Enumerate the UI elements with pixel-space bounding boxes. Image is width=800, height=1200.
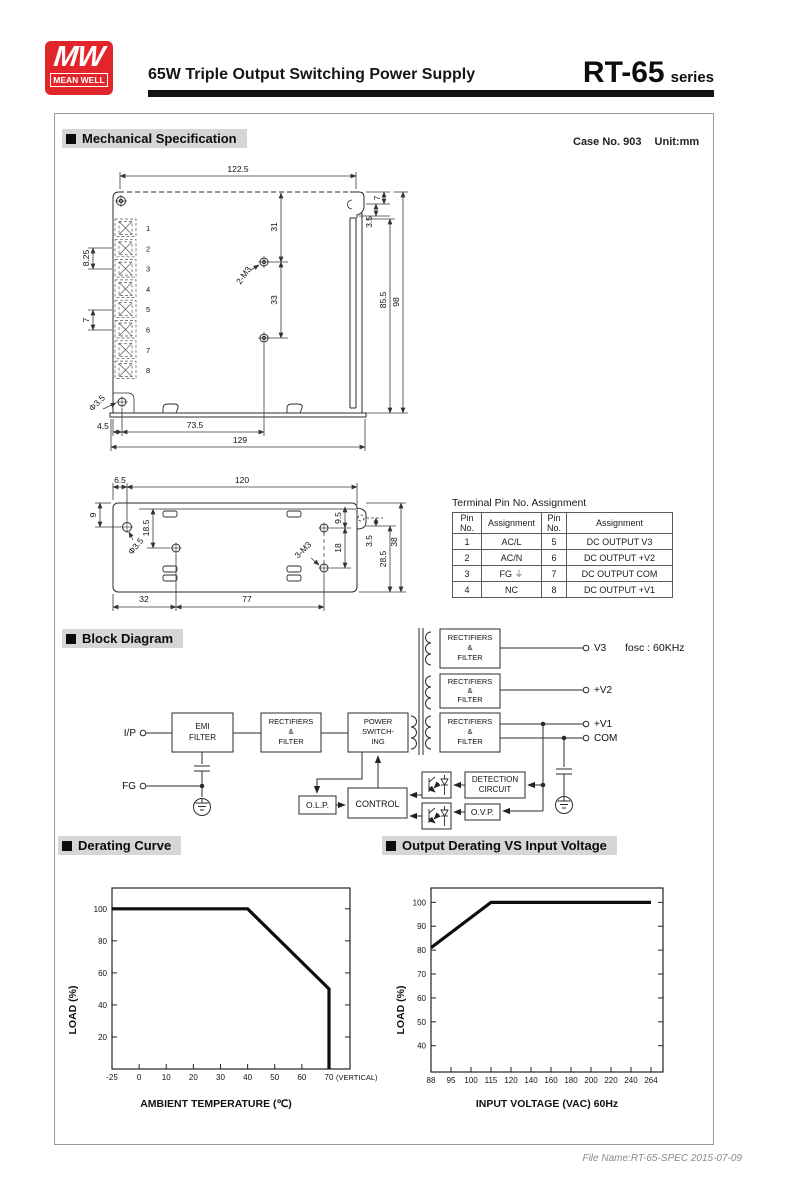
block-label: FILTER <box>278 737 304 746</box>
dim-label: 122.5 <box>227 164 249 174</box>
table-cell: 4 <box>453 582 482 598</box>
table-row <box>453 534 673 550</box>
x-tick-label: 140 <box>524 1076 538 1085</box>
logo-mw-text: MW <box>52 41 106 73</box>
dim-label: 3-M3 <box>292 539 314 561</box>
output-label: +V2 <box>594 685 613 696</box>
dim-label: 32 <box>139 594 149 604</box>
x-tick-label: 10 <box>161 1073 171 1082</box>
block-label: FILTER <box>457 653 483 662</box>
plot-area <box>431 888 663 1072</box>
x-tick-label: 180 <box>564 1076 578 1085</box>
x-tick-label: 200 <box>584 1076 598 1085</box>
table-cell: NC <box>482 582 542 598</box>
block-label: & <box>467 643 473 652</box>
x-tick-label: 40 <box>243 1073 253 1082</box>
table-row <box>453 566 673 582</box>
x-tick-label: 264 <box>644 1076 658 1085</box>
dim-label: Φ3.5 <box>86 392 107 413</box>
output-label: COM <box>594 733 618 744</box>
series-name: RT-65 <box>582 56 665 89</box>
x-tick-label: 70 <box>324 1073 334 1082</box>
column-header: Assignment <box>482 513 542 534</box>
block-label: & <box>467 686 473 695</box>
block-label: FILTER <box>189 733 216 742</box>
pin-table-body <box>453 534 673 598</box>
table-cell: DC OUTPUT +V1 <box>567 582 673 598</box>
block-label: DETECTION <box>471 775 519 784</box>
table-cell: DC OUTPUT V3 <box>567 534 673 550</box>
x-tick-label: 120 <box>504 1076 518 1085</box>
block-label: & <box>467 727 473 736</box>
terminal-number: 6 <box>146 325 151 335</box>
section-bullet-icon <box>66 634 76 644</box>
dim-label: 9.5 <box>333 512 343 524</box>
dim-label: 6.5 <box>114 475 126 485</box>
dim-label: 2-M3 <box>233 264 254 287</box>
block-label: RECTIFIERS <box>447 677 493 686</box>
block-label: SWITCH- <box>361 727 395 736</box>
block-label: O.L.P. <box>306 800 329 810</box>
block-label: FILTER <box>457 695 483 704</box>
mounting-holes <box>115 195 270 408</box>
section-label: Output Derating VS Input Voltage <box>402 838 607 853</box>
block-label: FILTER <box>457 737 483 746</box>
dim-label: Φ3.5 <box>125 535 146 557</box>
x-tick-label: 115 <box>484 1076 498 1085</box>
y-tick-label: 40 <box>417 1041 426 1051</box>
block-label: RECTIFIERS <box>447 633 493 642</box>
plot-area <box>112 888 350 1069</box>
dim-label: 33 <box>269 295 279 305</box>
pin-assignment <box>452 497 673 598</box>
section-label: Mechanical Specification <box>82 131 237 146</box>
block-label: EMI <box>195 722 210 731</box>
input-label: I/P <box>123 728 136 739</box>
dim-label: 18.5 <box>141 519 151 537</box>
block-label: CONTROL <box>355 799 400 809</box>
pin-table-title: Terminal Pin No. Assignment <box>452 497 587 509</box>
chassis-outline <box>113 503 366 592</box>
y-axis-title: LOAD (%) <box>67 985 79 1035</box>
table-row <box>453 582 673 598</box>
terminal-number: 3 <box>146 264 151 274</box>
case-info <box>573 136 699 148</box>
output-label: +V1 <box>594 719 613 730</box>
dim-label: 120 <box>234 475 250 485</box>
x-tick-label: 60 <box>297 1073 307 1082</box>
column-header: Pin No. <box>453 513 482 534</box>
block-label: RECTIFIERS <box>268 717 314 726</box>
terminal-number: 1 <box>146 224 151 233</box>
series-suffix: series <box>670 69 714 86</box>
fosc-label: fosc : 60KHz <box>625 642 685 654</box>
x-tick-label: 88 <box>426 1076 436 1085</box>
dim-label: 98 <box>391 297 401 307</box>
x-tick-label: 240 <box>624 1076 638 1085</box>
y-tick-label: 70 <box>417 970 426 980</box>
dimension-labels <box>88 475 399 604</box>
terminal-number: 8 <box>146 366 151 376</box>
x-axis-note: (VERTICAL) <box>336 1073 378 1082</box>
series-title <box>540 56 714 90</box>
block-diagram <box>100 620 720 840</box>
table-cell: 1 <box>453 534 482 550</box>
table-cell: AC/L <box>482 534 542 550</box>
x-tick-label: 95 <box>446 1076 456 1085</box>
block-label: ING <box>371 737 385 746</box>
y-tick-label: 60 <box>417 993 426 1003</box>
dim-label: 9 <box>88 512 98 518</box>
top-view-drawing <box>54 160 420 460</box>
dim-label: 7 <box>372 195 382 201</box>
derating-curve-chart <box>54 860 384 1120</box>
table-cell: DC OUTPUT COM <box>567 566 673 582</box>
table-cell: 3 <box>453 566 482 582</box>
block-label: CIRCUIT <box>478 785 512 794</box>
dim-label: 77 <box>242 594 252 604</box>
dim-label: 38 <box>389 537 399 547</box>
x-axis-title: AMBIENT TEMPERATURE (℃) <box>140 1098 292 1110</box>
y-tick-label: 100 <box>412 898 426 908</box>
dim-label: 8.25 <box>81 249 91 267</box>
x-tick-label: 100 <box>464 1076 478 1085</box>
dim-label: 3.5 <box>364 535 374 547</box>
terminal-number: 5 <box>146 305 151 315</box>
dim-label: 129 <box>232 435 248 445</box>
y-tick-label: 100 <box>93 904 107 914</box>
block-label: POWER <box>363 717 393 726</box>
dim-label: 31 <box>269 222 279 232</box>
data-line <box>431 902 651 947</box>
header-rule <box>148 90 714 97</box>
block-label: & <box>288 727 294 736</box>
x-tick-label: 30 <box>216 1073 225 1082</box>
case-number: Case No. 903 <box>573 136 642 148</box>
column-header: Pin No. <box>542 513 567 534</box>
terminal-strip <box>115 219 150 379</box>
column-header: Assignment <box>567 513 673 534</box>
y-tick-label: 80 <box>98 936 107 946</box>
pin-table-header-row <box>453 513 673 534</box>
dim-label: 85.5 <box>378 291 388 309</box>
y-tick-label: 60 <box>98 968 107 978</box>
pin-table <box>452 512 673 598</box>
file-info: File Name:RT-65-SPEC 2015-07-09 <box>582 1153 742 1164</box>
fg-label: FG <box>122 781 136 792</box>
dimension-labels <box>81 164 401 445</box>
dim-label: 3.5 <box>364 216 374 228</box>
dim-label: 28.5 <box>378 550 388 568</box>
meanwell-logo <box>45 41 113 95</box>
logo-brand-name: MEAN WELL <box>50 73 107 87</box>
terminal-number: 7 <box>146 345 151 355</box>
table-cell: 8 <box>542 582 567 598</box>
block-label: RECTIFIERS <box>447 717 493 726</box>
table-cell: DC OUTPUT +V2 <box>567 550 673 566</box>
table-cell: 2 <box>453 550 482 566</box>
data-line <box>112 909 329 1069</box>
y-tick-label: 50 <box>417 1017 426 1027</box>
y-tick-label: 80 <box>417 946 426 956</box>
y-axis-title: LOAD (%) <box>395 985 407 1035</box>
dim-label: 73.5 <box>186 420 204 430</box>
x-tick-label: 50 <box>270 1073 280 1082</box>
table-cell: FG ⏚ <box>482 566 542 582</box>
x-tick-label: -25 <box>106 1073 118 1082</box>
output-label: V3 <box>594 643 607 654</box>
table-cell: 7 <box>542 566 567 582</box>
section-label: Derating Curve <box>78 838 172 853</box>
section-bullet-icon <box>62 841 72 851</box>
terminal-number: 4 <box>146 284 151 294</box>
x-tick-label: 160 <box>544 1076 558 1085</box>
block-label: O.V.P. <box>470 807 495 817</box>
x-tick-label: 0 <box>136 1073 142 1082</box>
y-tick-label: 20 <box>98 1032 107 1042</box>
y-tick-label: 90 <box>417 922 426 932</box>
table-cell: 6 <box>542 550 567 566</box>
x-tick-label: 20 <box>188 1073 198 1082</box>
dim-label: 4.5 <box>97 421 109 431</box>
section-label: Block Diagram <box>82 631 174 646</box>
dim-label: 18 <box>333 543 343 553</box>
table-cell: AC/N <box>482 550 542 566</box>
section-mechanical-specification <box>62 129 247 148</box>
table-row <box>453 550 673 566</box>
y-tick-label: 40 <box>98 1000 107 1010</box>
output-derating-chart <box>390 860 700 1120</box>
dim-label: 7 <box>81 317 91 323</box>
terminal-number: 2 <box>146 244 151 254</box>
table-cell: 5 <box>542 534 567 550</box>
page-title: 65W Triple Output Switching Power Supply <box>148 66 476 83</box>
section-bullet-icon <box>386 841 396 851</box>
x-tick-label: 220 <box>604 1076 618 1085</box>
bottom-view-drawing <box>54 465 420 630</box>
unit-label: Unit:mm <box>654 136 700 148</box>
x-axis-title: INPUT VOLTAGE (VAC) 60Hz <box>475 1098 619 1110</box>
section-bullet-icon <box>66 134 76 144</box>
